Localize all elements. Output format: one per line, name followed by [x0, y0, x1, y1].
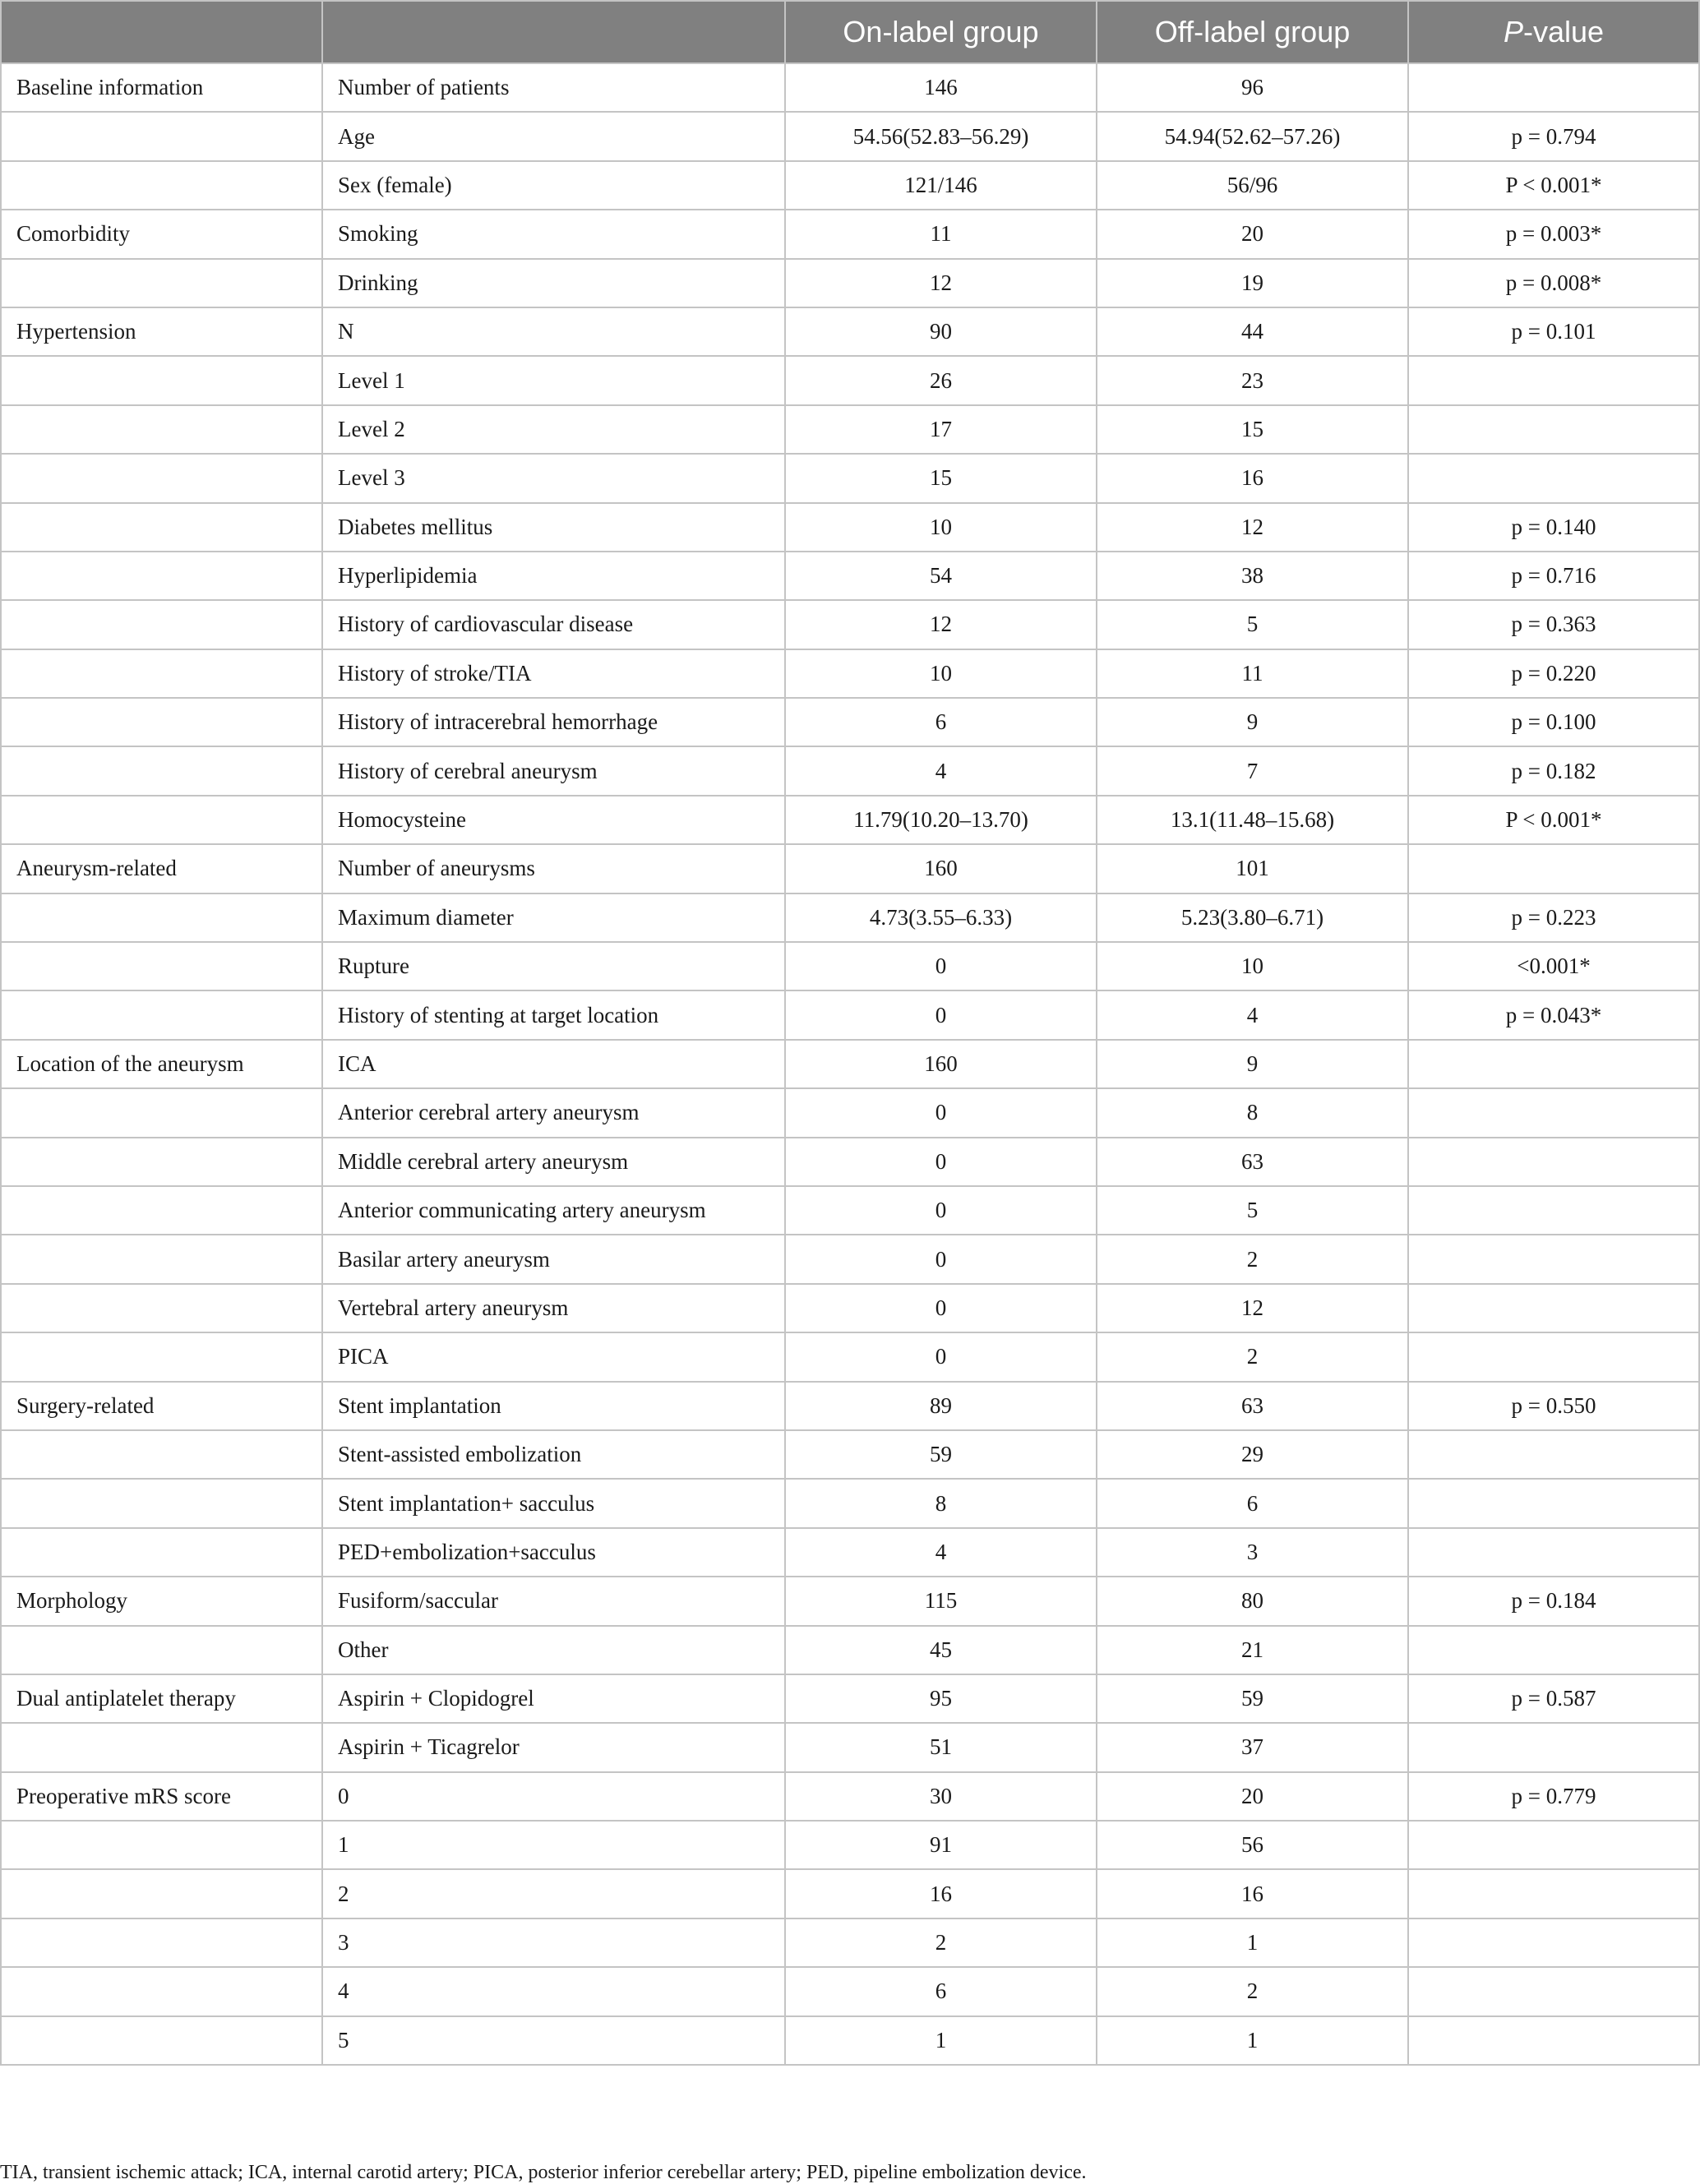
item-cell: Vertebral artery aneurysm	[322, 1284, 785, 1332]
p-value-cell	[1408, 1479, 1699, 1527]
item-cell: Stent implantation+ sacculus	[322, 1479, 785, 1527]
off-label-cell: 96	[1097, 63, 1408, 112]
off-label-cell: 10	[1097, 942, 1408, 990]
category-cell: Comorbidity	[1, 210, 322, 258]
off-label-cell: 20	[1097, 1772, 1408, 1821]
off-label-cell: 12	[1097, 503, 1408, 552]
on-label-cell: 4	[785, 1528, 1097, 1577]
category-cell	[1, 1138, 322, 1186]
table-row	[1, 746, 1699, 795]
table-row	[1, 844, 1699, 893]
table-row	[1, 1479, 1699, 1527]
on-label-cell: 0	[785, 1332, 1097, 1381]
category-cell	[1, 942, 322, 990]
category-cell: Surgery-related	[1, 1382, 322, 1430]
off-label-cell: 29	[1097, 1430, 1408, 1479]
on-label-cell: 89	[785, 1382, 1097, 1430]
off-label-cell: 1	[1097, 2016, 1408, 2065]
table-row	[1, 1869, 1699, 1918]
category-cell	[1, 1235, 322, 1283]
table-row	[1, 1284, 1699, 1332]
table-row	[1, 796, 1699, 844]
off-label-cell: 37	[1097, 1723, 1408, 1771]
p-value-cell	[1408, 1821, 1699, 1869]
off-label-cell: 15	[1097, 405, 1408, 454]
category-cell	[1, 746, 322, 795]
category-cell	[1, 1479, 322, 1527]
on-label-cell: 160	[785, 1040, 1097, 1088]
p-value-cell: p = 0.550	[1408, 1382, 1699, 1430]
on-label-cell: 15	[785, 454, 1097, 502]
table-row	[1, 405, 1699, 454]
on-label-cell: 51	[785, 1723, 1097, 1771]
on-label-cell: 0	[785, 942, 1097, 990]
category-cell	[1, 1967, 322, 2015]
item-cell: 3	[322, 1919, 785, 1967]
category-cell: Aneurysm-related	[1, 844, 322, 893]
table-row	[1, 698, 1699, 746]
p-value-cell: p = 0.363	[1408, 600, 1699, 649]
table-row	[1, 1626, 1699, 1674]
p-value-cell: P < 0.001*	[1408, 161, 1699, 210]
p-value-cell	[1408, 1967, 1699, 2015]
header-p-italic: P	[1503, 15, 1523, 48]
table-row	[1, 1088, 1699, 1137]
table-row	[1, 161, 1699, 210]
table-row	[1, 1186, 1699, 1235]
item-cell: Aspirin + Clopidogrel	[322, 1674, 785, 1723]
off-label-cell: 2	[1097, 1332, 1408, 1381]
table-row	[1, 63, 1699, 112]
category-cell	[1, 600, 322, 649]
on-label-cell: 8	[785, 1479, 1097, 1527]
off-label-cell: 21	[1097, 1626, 1408, 1674]
item-cell: Level 1	[322, 356, 785, 404]
p-value-cell	[1408, 844, 1699, 893]
off-label-cell: 5	[1097, 600, 1408, 649]
p-value-cell	[1408, 1430, 1699, 1479]
table-row	[1, 1332, 1699, 1381]
on-label-cell: 10	[785, 649, 1097, 698]
table-row	[1, 259, 1699, 307]
category-cell: Morphology	[1, 1577, 322, 1625]
off-label-cell: 2	[1097, 1967, 1408, 2015]
p-value-cell: p = 0.223	[1408, 893, 1699, 942]
table-row	[1, 1138, 1699, 1186]
on-label-cell: 26	[785, 356, 1097, 404]
header-p-rest: -value	[1522, 15, 1605, 48]
table-row	[1, 454, 1699, 502]
category-cell	[1, 1626, 322, 1674]
item-cell: Basilar artery aneurysm	[322, 1235, 785, 1283]
item-cell: Other	[322, 1626, 785, 1674]
item-cell: Rupture	[322, 942, 785, 990]
p-value-cell: p = 0.003*	[1408, 210, 1699, 258]
p-value-cell	[1408, 1235, 1699, 1283]
off-label-cell: 20	[1097, 210, 1408, 258]
item-cell: 0	[322, 1772, 785, 1821]
on-label-cell: 0	[785, 1186, 1097, 1235]
item-cell: Smoking	[322, 210, 785, 258]
header-item	[322, 1, 785, 63]
item-cell: PICA	[322, 1332, 785, 1381]
item-cell: PED+embolization+sacculus	[322, 1528, 785, 1577]
table-row	[1, 356, 1699, 404]
p-value-cell: p = 0.140	[1408, 503, 1699, 552]
on-label-cell: 0	[785, 990, 1097, 1039]
on-label-cell: 0	[785, 1138, 1097, 1186]
table-row	[1, 1577, 1699, 1625]
category-cell	[1, 1284, 322, 1332]
category-cell	[1, 405, 322, 454]
category-cell	[1, 893, 322, 942]
item-cell: History of cerebral aneurysm	[322, 746, 785, 795]
on-label-cell: 10	[785, 503, 1097, 552]
category-cell: Preoperative mRS score	[1, 1772, 322, 1821]
on-label-cell: 12	[785, 259, 1097, 307]
table-body	[1, 63, 1699, 2065]
on-label-cell: 6	[785, 698, 1097, 746]
on-label-cell: 17	[785, 405, 1097, 454]
p-value-cell	[1408, 1528, 1699, 1577]
category-cell	[1, 503, 322, 552]
item-cell: Aspirin + Ticagrelor	[322, 1723, 785, 1771]
table-footnote: TIA, transient ischemic attack; ICA, internal carotid artery; PICA, posterior inferior cerebellar artery; PED, pipeline embolization device.	[0, 2162, 1087, 2183]
category-cell	[1, 1088, 322, 1137]
off-label-cell: 11	[1097, 649, 1408, 698]
p-value-cell	[1408, 356, 1699, 404]
p-value-cell: p = 0.101	[1408, 307, 1699, 356]
item-cell: Level 3	[322, 454, 785, 502]
category-cell	[1, 1430, 322, 1479]
table-row	[1, 1919, 1699, 1967]
off-label-cell: 44	[1097, 307, 1408, 356]
on-label-cell: 4	[785, 746, 1097, 795]
item-cell: Fusiform/saccular	[322, 1577, 785, 1625]
p-value-cell: p = 0.587	[1408, 1674, 1699, 1723]
p-value-cell: p = 0.794	[1408, 112, 1699, 160]
p-value-cell: p = 0.716	[1408, 552, 1699, 600]
category-cell	[1, 796, 322, 844]
p-value-cell: <0.001*	[1408, 942, 1699, 990]
table-row	[1, 1430, 1699, 1479]
table-row	[1, 1235, 1699, 1283]
item-cell: Hyperlipidemia	[322, 552, 785, 600]
off-label-cell: 63	[1097, 1138, 1408, 1186]
off-label-cell: 16	[1097, 454, 1408, 502]
item-cell: History of intracerebral hemorrhage	[322, 698, 785, 746]
item-cell: Drinking	[322, 259, 785, 307]
on-label-cell: 11.79(10.20–13.70)	[785, 796, 1097, 844]
item-cell: Sex (female)	[322, 161, 785, 210]
off-label-cell: 12	[1097, 1284, 1408, 1332]
on-label-cell: 121/146	[785, 161, 1097, 210]
on-label-cell: 115	[785, 1577, 1097, 1625]
category-cell: Baseline information	[1, 63, 322, 112]
p-value-cell	[1408, 405, 1699, 454]
category-cell	[1, 1919, 322, 1967]
header-row	[1, 1, 1699, 63]
off-label-cell: 16	[1097, 1869, 1408, 1918]
p-value-cell: p = 0.008*	[1408, 259, 1699, 307]
category-cell	[1, 1186, 322, 1235]
header-off-label-group: Off-label group	[1097, 1, 1408, 63]
off-label-cell: 7	[1097, 746, 1408, 795]
header-p-value	[1408, 1, 1699, 63]
category-cell	[1, 1723, 322, 1771]
p-value-cell	[1408, 1723, 1699, 1771]
on-label-cell: 95	[785, 1674, 1097, 1723]
category-cell	[1, 112, 322, 160]
table-row	[1, 649, 1699, 698]
category-cell	[1, 649, 322, 698]
table-row	[1, 990, 1699, 1039]
item-cell: 5	[322, 2016, 785, 2065]
table-row	[1, 1040, 1699, 1088]
category-cell	[1, 259, 322, 307]
category-cell	[1, 1528, 322, 1577]
on-label-cell: 6	[785, 1967, 1097, 2015]
off-label-cell: 19	[1097, 259, 1408, 307]
item-cell: Age	[322, 112, 785, 160]
on-label-cell: 2	[785, 1919, 1097, 1967]
table-row	[1, 2016, 1699, 2065]
off-label-cell: 5.23(3.80–6.71)	[1097, 893, 1408, 942]
item-cell: Diabetes mellitus	[322, 503, 785, 552]
table-row	[1, 307, 1699, 356]
table-row	[1, 503, 1699, 552]
item-cell: Level 2	[322, 405, 785, 454]
category-cell	[1, 1869, 322, 1918]
category-cell	[1, 698, 322, 746]
p-value-cell	[1408, 1919, 1699, 1967]
category-cell	[1, 356, 322, 404]
item-cell: Number of patients	[322, 63, 785, 112]
off-label-cell: 3	[1097, 1528, 1408, 1577]
item-cell: History of stroke/TIA	[322, 649, 785, 698]
p-value-cell	[1408, 1088, 1699, 1137]
on-label-cell: 91	[785, 1821, 1097, 1869]
item-cell: 2	[322, 1869, 785, 1918]
category-cell: Location of the aneurysm	[1, 1040, 322, 1088]
p-value-cell	[1408, 1040, 1699, 1088]
off-label-cell: 9	[1097, 698, 1408, 746]
on-label-cell: 54	[785, 552, 1097, 600]
off-label-cell: 101	[1097, 844, 1408, 893]
off-label-cell: 56	[1097, 1821, 1408, 1869]
table-row	[1, 112, 1699, 160]
off-label-cell: 38	[1097, 552, 1408, 600]
on-label-cell: 59	[785, 1430, 1097, 1479]
p-value-cell	[1408, 1284, 1699, 1332]
table-row	[1, 1674, 1699, 1723]
table-row	[1, 1723, 1699, 1771]
header-category	[1, 1, 322, 63]
p-value-cell	[1408, 2016, 1699, 2065]
p-value-cell	[1408, 1186, 1699, 1235]
header-on-label-group: On-label group	[785, 1, 1097, 63]
on-label-cell: 0	[785, 1235, 1097, 1283]
p-value-cell: p = 0.100	[1408, 698, 1699, 746]
item-cell: Middle cerebral artery aneurysm	[322, 1138, 785, 1186]
table-row	[1, 552, 1699, 600]
p-value-cell	[1408, 1869, 1699, 1918]
on-label-cell: 160	[785, 844, 1097, 893]
item-cell: Anterior cerebral artery aneurysm	[322, 1088, 785, 1137]
p-value-cell: P < 0.001*	[1408, 796, 1699, 844]
p-value-cell	[1408, 1626, 1699, 1674]
off-label-cell: 63	[1097, 1382, 1408, 1430]
category-cell: Hypertension	[1, 307, 322, 356]
p-value-cell: p = 0.184	[1408, 1577, 1699, 1625]
table-row	[1, 1967, 1699, 2015]
off-label-cell: 8	[1097, 1088, 1408, 1137]
off-label-cell: 59	[1097, 1674, 1408, 1723]
p-value-cell	[1408, 454, 1699, 502]
category-cell	[1, 2016, 322, 2065]
table-row	[1, 210, 1699, 258]
off-label-cell: 56/96	[1097, 161, 1408, 210]
on-label-cell: 0	[785, 1284, 1097, 1332]
off-label-cell: 23	[1097, 356, 1408, 404]
on-label-cell: 16	[785, 1869, 1097, 1918]
off-label-cell: 4	[1097, 990, 1408, 1039]
table-row	[1, 893, 1699, 942]
on-label-cell: 0	[785, 1088, 1097, 1137]
on-label-cell: 146	[785, 63, 1097, 112]
on-label-cell: 45	[785, 1626, 1097, 1674]
on-label-cell: 54.56(52.83–56.29)	[785, 112, 1097, 160]
p-value-cell: p = 0.182	[1408, 746, 1699, 795]
table-row	[1, 1528, 1699, 1577]
item-cell: ICA	[322, 1040, 785, 1088]
off-label-cell: 13.1(11.48–15.68)	[1097, 796, 1408, 844]
table-row	[1, 942, 1699, 990]
p-value-cell: p = 0.220	[1408, 649, 1699, 698]
p-value-cell	[1408, 1332, 1699, 1381]
item-cell: History of stenting at target location	[322, 990, 785, 1039]
item-cell: N	[322, 307, 785, 356]
p-value-cell: p = 0.043*	[1408, 990, 1699, 1039]
category-cell	[1, 161, 322, 210]
off-label-cell: 54.94(52.62–57.26)	[1097, 112, 1408, 160]
off-label-cell: 9	[1097, 1040, 1408, 1088]
on-label-cell: 12	[785, 600, 1097, 649]
on-label-cell: 11	[785, 210, 1097, 258]
on-label-cell: 90	[785, 307, 1097, 356]
category-cell	[1, 552, 322, 600]
item-cell: Anterior communicating artery aneurysm	[322, 1186, 785, 1235]
table-header	[1, 1, 1699, 63]
off-label-cell: 2	[1097, 1235, 1408, 1283]
table-row	[1, 1772, 1699, 1821]
item-cell: Maximum diameter	[322, 893, 785, 942]
category-cell	[1, 454, 322, 502]
on-label-cell: 30	[785, 1772, 1097, 1821]
item-cell: Stent implantation	[322, 1382, 785, 1430]
category-cell	[1, 1821, 322, 1869]
item-cell: Number of aneurysms	[322, 844, 785, 893]
item-cell: 4	[322, 1967, 785, 2015]
table-row	[1, 1821, 1699, 1869]
p-value-cell: p = 0.779	[1408, 1772, 1699, 1821]
p-value-cell	[1408, 1138, 1699, 1186]
on-label-cell: 1	[785, 2016, 1097, 2065]
off-label-cell: 80	[1097, 1577, 1408, 1625]
item-cell: History of cardiovascular disease	[322, 600, 785, 649]
item-cell: Homocysteine	[322, 796, 785, 844]
category-cell	[1, 990, 322, 1039]
off-label-cell: 5	[1097, 1186, 1408, 1235]
category-cell	[1, 1332, 322, 1381]
item-cell: 1	[322, 1821, 785, 1869]
p-value-cell	[1408, 63, 1699, 112]
item-cell: Stent-assisted embolization	[322, 1430, 785, 1479]
table-row	[1, 1382, 1699, 1430]
category-cell: Dual antiplatelet therapy	[1, 1674, 322, 1723]
on-label-cell: 4.73(3.55–6.33)	[785, 893, 1097, 942]
table-row	[1, 600, 1699, 649]
off-label-cell: 1	[1097, 1919, 1408, 1967]
off-label-cell: 6	[1097, 1479, 1408, 1527]
